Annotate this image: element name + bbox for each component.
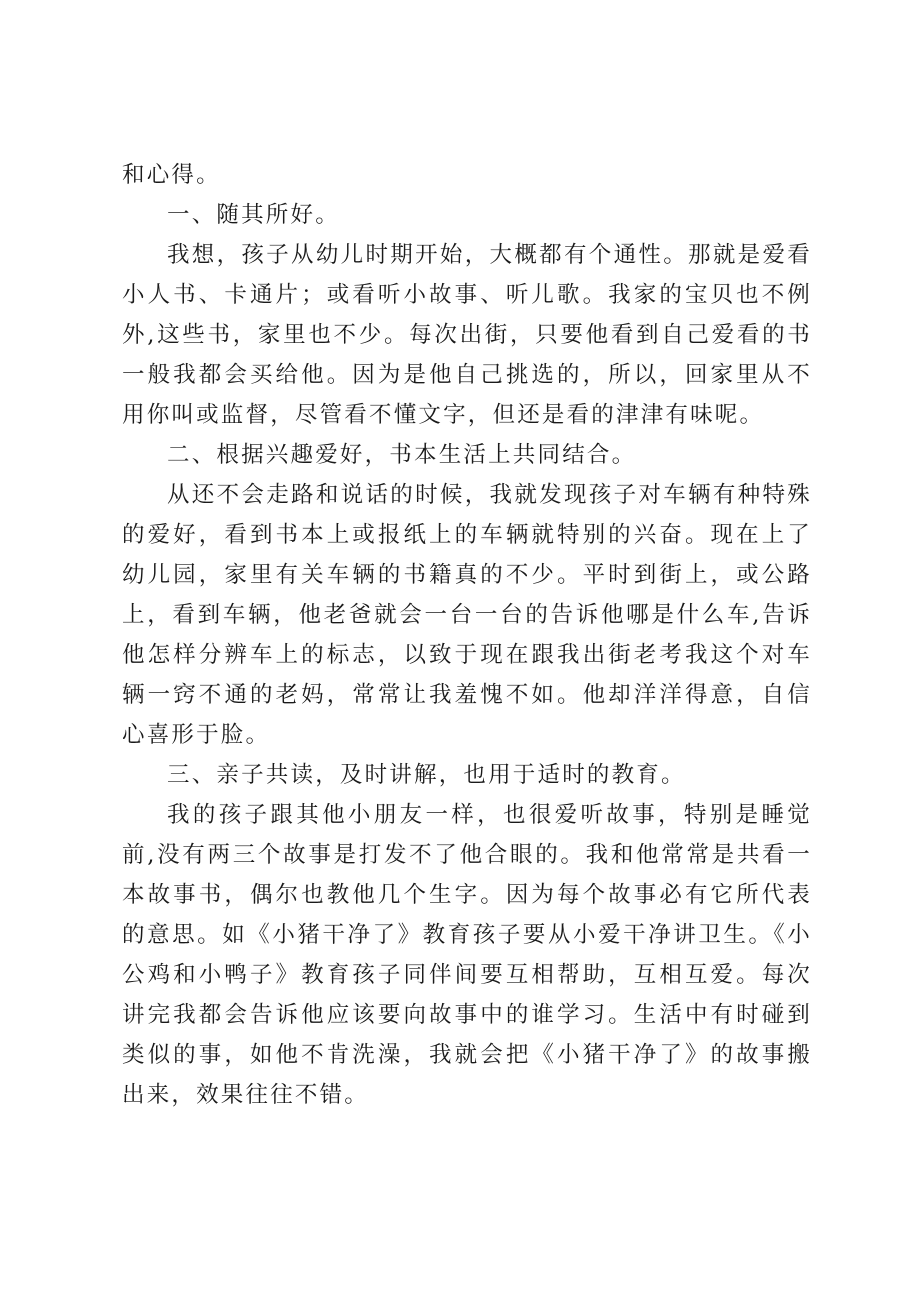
document-body [122,155,812,1115]
paragraph-continuation: 和心得。 [122,162,221,188]
section-heading-2: 二、根据兴趣爱好，书本生活上共同结合。 [167,442,637,468]
paragraph-2: 从还不会走路和说话的时候，我就发现孩子对车辆有种特殊的爱好，看到书本上或报纸上的车辆就特别的兴奋。现在上了幼儿园，家里有关车辆的书籍真的不少。平时到街上，或公路上，看到车辆，他老爸就会一台一台的告诉他哪是什么车,告诉他怎样分辨车上的标志，以致于现在跟我出街老考我这个对车辆一窍不通的老妈，常常让我羞愧不如。他却洋洋得意，自信心喜形于脸。 [122,482,812,748]
paragraph-1: 我想，孩子从幼儿时期开始，大概都有个通性。那就是爱看小人书、卡通片；或看听小故事、听儿歌。我家的宝贝也不例外,这些书，家里也不少。每次出街，只要他看到自己爱看的书一般我都会买给他。因为是他自己挑选的，所以，回家里从不用你叫或监督，尽管看不懂文字，但还是看的津津有味呢。 [122,242,812,428]
paragraph-3: 我的孩子跟其他小朋友一样，也很爱听故事，特别是睡觉前,没有两三个故事是打发不了他合眼的。我和他常常是共看一本故事书，偶尔也教他几个生字。因为每个故事必有它所代表的意思。如《小猪干净了》教育孩子要从小爱干净讲卫生。《小公鸡和小鸭子》教育孩子同伴间要互相帮助，互相互爱。每次讲完我都会告诉他应该要向故事中的谁学习。生活中有时碰到类似的事，如他不肯洗澡，我就会把《小猪干净了》的故事搬出来，效果往往不错。 [122,802,812,1108]
section-heading-1: 一、随其所好。 [167,202,340,228]
section-heading-3: 三、亲子共读，及时讲解，也用于适时的教育。 [167,762,686,788]
